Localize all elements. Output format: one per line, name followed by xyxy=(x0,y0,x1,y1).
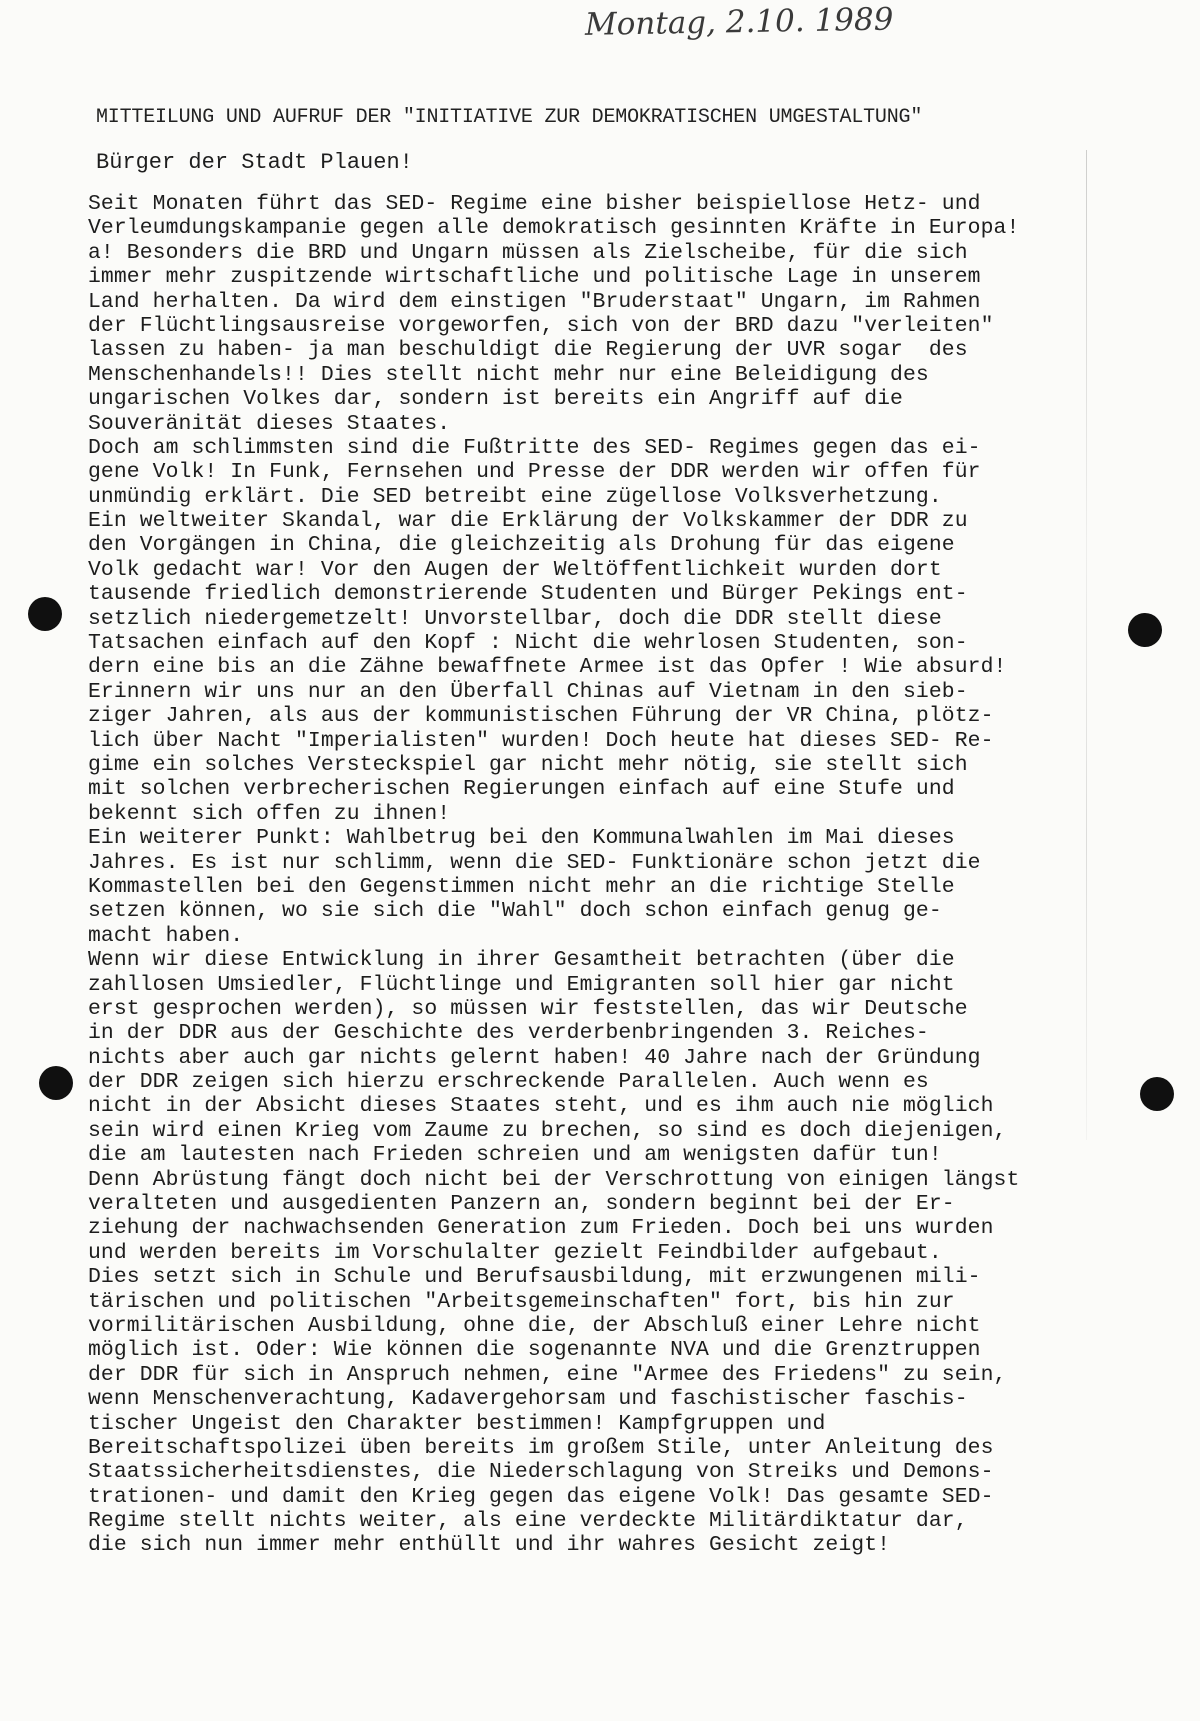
text-line: zahllosen Umsiedler, Flüchtlinge und Emigranten soll hier gar nicht xyxy=(88,972,955,997)
punch-hole-top-left xyxy=(28,597,62,631)
text-line: nichts aber auch gar nichts gelernt haben! 40 Jahre nach der Gründung xyxy=(88,1045,981,1070)
text-line: Verleumdungskampanie gegen alle demokratisch gesinnten Kräfte in Europa! xyxy=(88,216,1020,241)
punch-hole-bottom-left xyxy=(39,1066,73,1100)
text-line: Kommastellen bei den Gegenstimmen nicht mehr an die richtige Stelle xyxy=(88,874,955,899)
text-line: die sich nun immer mehr enthüllt und ihr wahres Gesicht zeigt! xyxy=(88,1533,891,1558)
body-text xyxy=(88,192,1173,1558)
text-line: den Vorgängen in China, die gleichzeitig als Drohung für das eigene xyxy=(88,533,955,558)
text-line: lassen zu haben- ja man beschuldigt die Regierung der UVR sogar des xyxy=(88,338,968,363)
text-line: gene Volk! In Funk, Fernsehen und Presse der DDR werden wir offen für xyxy=(88,460,981,485)
text-line: ziehung der nachwachsenden Generation zum Frieden. Doch bei uns wurden xyxy=(88,1216,994,1241)
text-line: möglich ist. Oder: Wie können die sogenannte NVA und die Grenztruppen xyxy=(88,1338,981,1363)
text-line: Staatssicherheitsdienstes, die Niederschlagung von Streiks und Demons- xyxy=(88,1460,994,1485)
text-line: die am lautesten nach Frieden schreien und am wenigsten dafür tun! xyxy=(88,1143,942,1168)
text-line: Wenn wir diese Entwicklung in ihrer Gesamtheit betrachten (über die xyxy=(88,948,955,973)
text-line: Dies setzt sich in Schule und Berufsausbildung, mit erzwungenen mili- xyxy=(88,1265,981,1290)
text-line: mit solchen verbrecherischen Regierungen einfach auf eine Stufe und xyxy=(88,777,955,802)
text-line: Jahres. Es ist nur schlimm, wenn die SED- Funktionäre schon jetzt die xyxy=(88,850,981,875)
text-line: der Flüchtlingsausreise vorgeworfen, sich von der BRD dazu "verleiten" xyxy=(88,313,994,338)
text-line: Land herhalten. Da wird dem einstigen "Bruderstaat" Ungarn, im Rahmen xyxy=(88,289,981,314)
text-line: Doch am schlimmsten sind die Fußtritte des SED- Regimes gegen das ei- xyxy=(88,435,981,460)
text-line: Seit Monaten führt das SED- Regime eine bisher beispiellose Hetz- und xyxy=(88,192,981,216)
text-line: Menschenhandels!! Dies stellt nicht mehr nur eine Beleidigung des xyxy=(88,362,929,387)
text-line: macht haben. xyxy=(88,923,244,948)
text-line: immer mehr zuspitzende wirtschaftliche und politische Lage in unserem xyxy=(88,265,981,290)
text-line: Souveränität dieses Staates. xyxy=(88,411,451,436)
text-line: erst gesprochen werden), so müssen wir feststellen, das wir Deutsche xyxy=(88,996,968,1021)
text-line: Ein weiterer Punkt: Wahlbetrug bei den Kommunalwahlen im Mai dieses xyxy=(88,826,955,851)
text-line: setzlich niedergemetzelt! Unvorstellbar, doch die DDR stellt diese xyxy=(88,606,942,631)
text-line: veralteten und ausgedienten Panzern an, sondern beginnt bei der Er- xyxy=(88,1192,955,1217)
text-line: Volk gedacht war! Vor den Augen der Weltöffentlichkeit wurden dort xyxy=(88,557,942,582)
text-line: sein wird einen Krieg vom Zaume zu brechen, so sind es doch diejenigen, xyxy=(88,1118,1007,1143)
text-line: wenn Menschenverachtung, Kadavergehorsam und faschistischer faschis- xyxy=(88,1387,968,1412)
text-line: der DDR für sich in Anspruch nehmen, eine "Armee des Friedens" zu sein, xyxy=(88,1362,1007,1387)
text-line: Ein weltweiter Skandal, war die Erklärung der Volkskammer der DDR zu xyxy=(88,509,968,534)
text-line: in der DDR aus der Geschichte des verderbenbringenden 3. Reiches- xyxy=(88,1021,929,1046)
text-line: tärischen und politischen "Arbeitsgemeinschaften" fort, bis hin zur xyxy=(88,1289,955,1314)
text-line: ungarischen Volkes dar, sondern ist bereits ein Angriff auf die xyxy=(88,387,903,412)
handwritten-date: Montag, 2.10. 1989 xyxy=(584,1,894,43)
text-line: Bereitschaftspolizei üben bereits im großem Stile, unter Anleitung des xyxy=(88,1435,994,1460)
text-line: nicht in der Absicht dieses Staates steht, und es ihm auch nie möglich xyxy=(88,1094,994,1119)
text-line: unmündig erklärt. Die SED betreibt eine zügellose Volksverhetzung. xyxy=(88,484,942,509)
text-line: tausende friedlich demonstrierende Studenten und Bürger Pekings ent- xyxy=(88,582,968,607)
text-line: tischer Ungeist den Charakter bestimmen! Kampfgruppen und xyxy=(88,1411,826,1436)
text-line: und werden bereits im Vorschulalter gezielt Feindbilder aufgebaut. xyxy=(88,1240,942,1265)
text-line: ziger Jahren, als aus der kommunistischen Führung der VR China, plötz- xyxy=(88,704,994,729)
text-line: vormilitärischen Ausbildung, ohne die, der Abschluß einer Lehre nicht xyxy=(88,1313,981,1338)
text-line: dern eine bis an die Zähne bewaffnete Armee ist das Opfer ! Wie absurd! xyxy=(88,655,1007,680)
text-line: a! Besonders die BRD und Ungarn müssen als Zielscheibe, für die sich xyxy=(88,240,968,265)
text-line: Regime stellt nichts weiter, als eine verdeckte Militärdiktatur dar, xyxy=(88,1509,968,1534)
salutation: Bürger der Stadt Plauen! xyxy=(96,150,413,175)
punch-hole-bottom-right xyxy=(1140,1077,1174,1111)
text-line: trationen- und damit den Krieg gegen das eigene Volk! Das gesamte SED- xyxy=(88,1484,994,1509)
text-line: setzen können, wo sie sich die "Wahl" doch schon einfach genug ge- xyxy=(88,899,942,924)
text-line: der DDR zeigen sich hierzu erschreckende Parallelen. Auch wenn es xyxy=(88,1070,929,1095)
punch-hole-top-right xyxy=(1128,613,1162,647)
document-title: MITTEILUNG UND AUFRUF DER "INITIATIVE ZUR DEMOKRATISCHEN UMGESTALTUNG" xyxy=(96,106,923,129)
text-line: Tatsachen einfach auf den Kopf : Nicht die wehrlosen Studenten, son- xyxy=(88,631,968,656)
text-line: Denn Abrüstung fängt doch nicht bei der Verschrottung von einigen längst xyxy=(88,1167,1020,1192)
text-line: Erinnern wir uns nur an den Überfall Chinas auf Vietnam in den sieb- xyxy=(88,679,968,704)
text-line: lich über Nacht "Imperialisten" wurden! Doch heute hat dieses SED- Re- xyxy=(88,728,994,753)
text-line: bekennt sich offen zu ihnen! xyxy=(88,801,451,826)
text-line: gime ein solches Versteckspiel gar nicht mehr nötig, sie stellt sich xyxy=(88,752,968,777)
